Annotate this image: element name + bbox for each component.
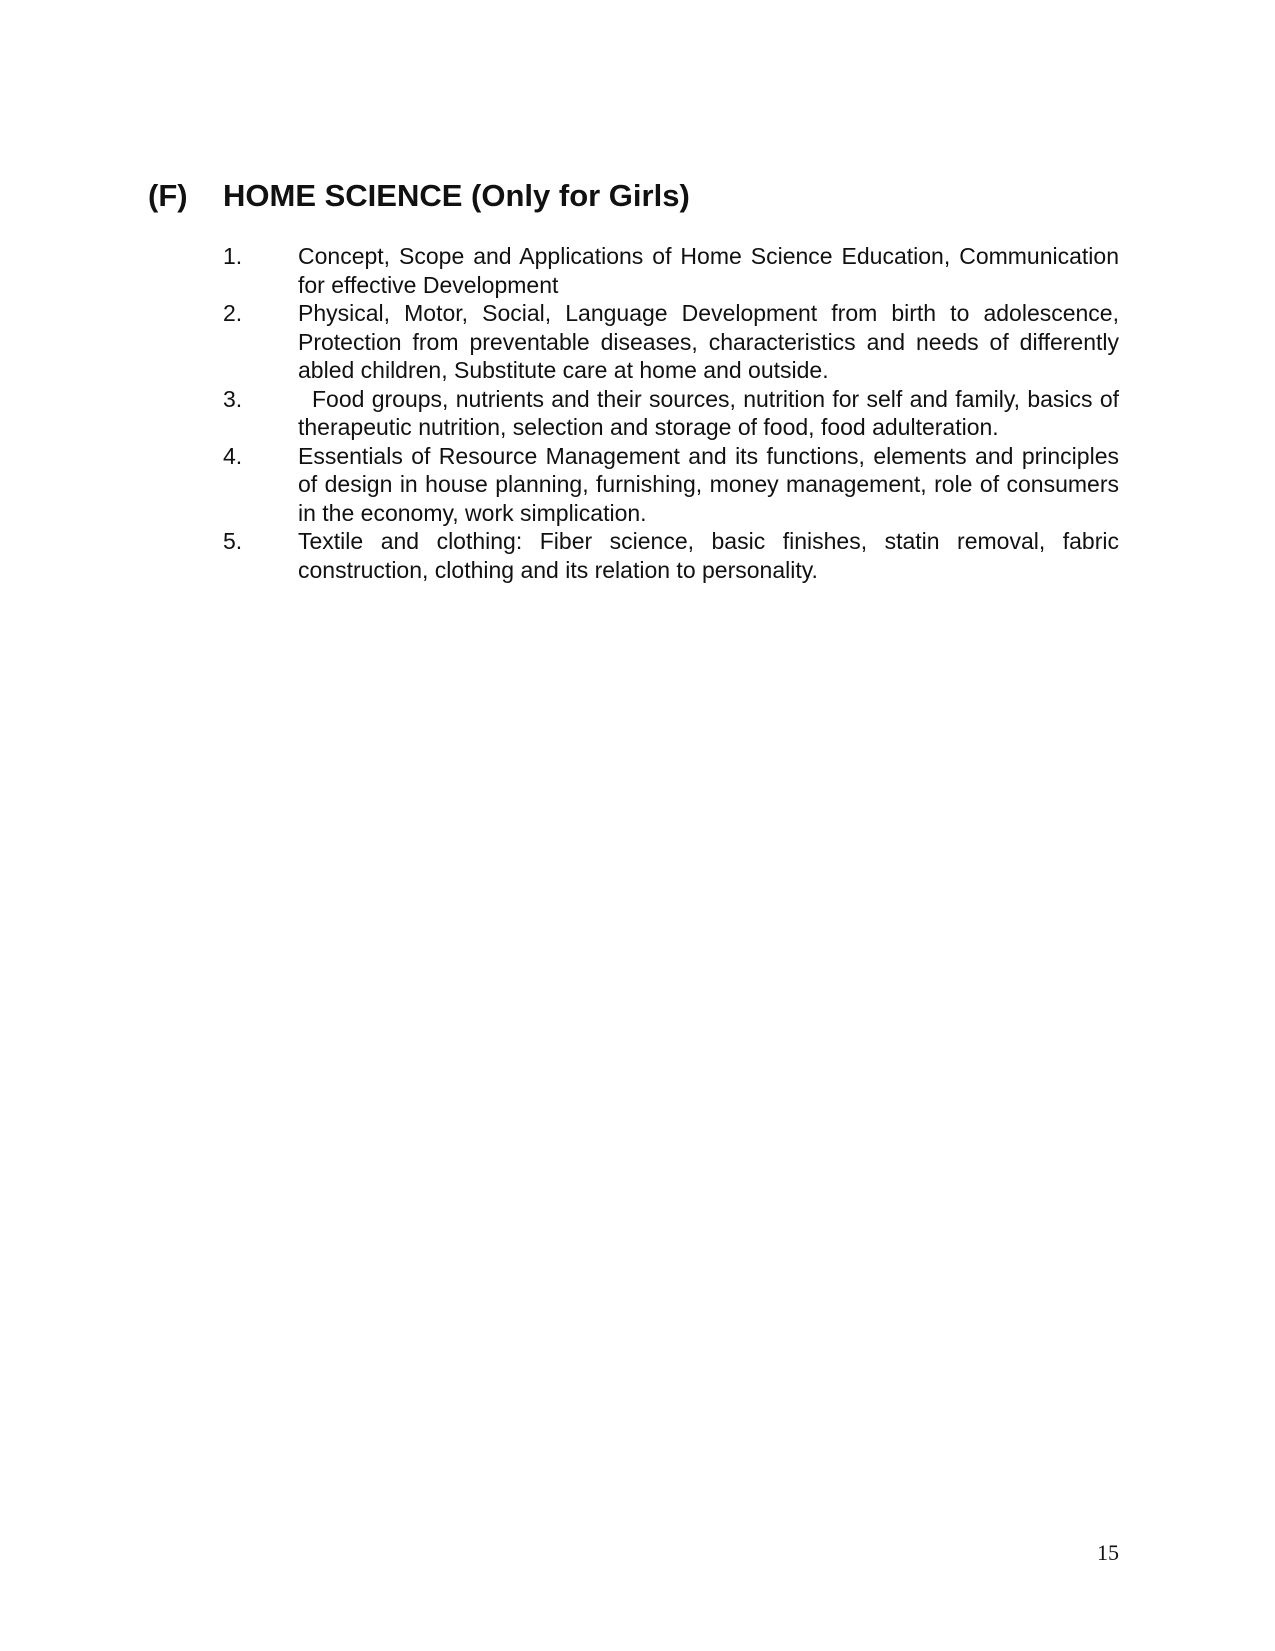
section-marker: (F)	[148, 178, 188, 213]
section-title: HOME SCIENCE (Only for Girls)	[223, 178, 690, 213]
page-number: 15	[1097, 1540, 1119, 1565]
list-item-text: Food groups, nutrients and their sources, nutrition for self and family, basics of therapeutic nutrition, selection and storage of food, food adulteration.	[298, 385, 1119, 440]
list-item-text: Essentials of Resource Management and its functions, elements and principles of design in house planning, furnishing, money management, role of consumers in the economy, work simplication.	[298, 442, 1119, 526]
list-item-number: 2.	[223, 300, 243, 326]
topic-list	[223, 242, 1119, 584]
list-item-number: 5.	[223, 528, 243, 554]
list-item	[223, 299, 1119, 385]
list-item-number: 3.	[223, 385, 243, 412]
list-item	[223, 442, 1119, 528]
list-item-text: Concept, Scope and Applications of Home Science Education, Communication for effective Development	[298, 243, 1119, 298]
list-item	[223, 527, 1119, 584]
list-item-text: Physical, Motor, Social, Language Development from birth to adolescence, Protection from preventable diseases, characteristics and needs of differently abled children, Substitute care at home and outside.	[298, 300, 1119, 383]
list-item-number: 1.	[223, 243, 243, 269]
list-item-text: Textile and clothing: Fiber science, basic finishes, statin removal, fabric construction, clothing and its relation to personality.	[298, 528, 1119, 583]
list-item-number: 4.	[223, 442, 243, 469]
list-item	[223, 385, 1119, 442]
list-item	[223, 242, 1119, 299]
